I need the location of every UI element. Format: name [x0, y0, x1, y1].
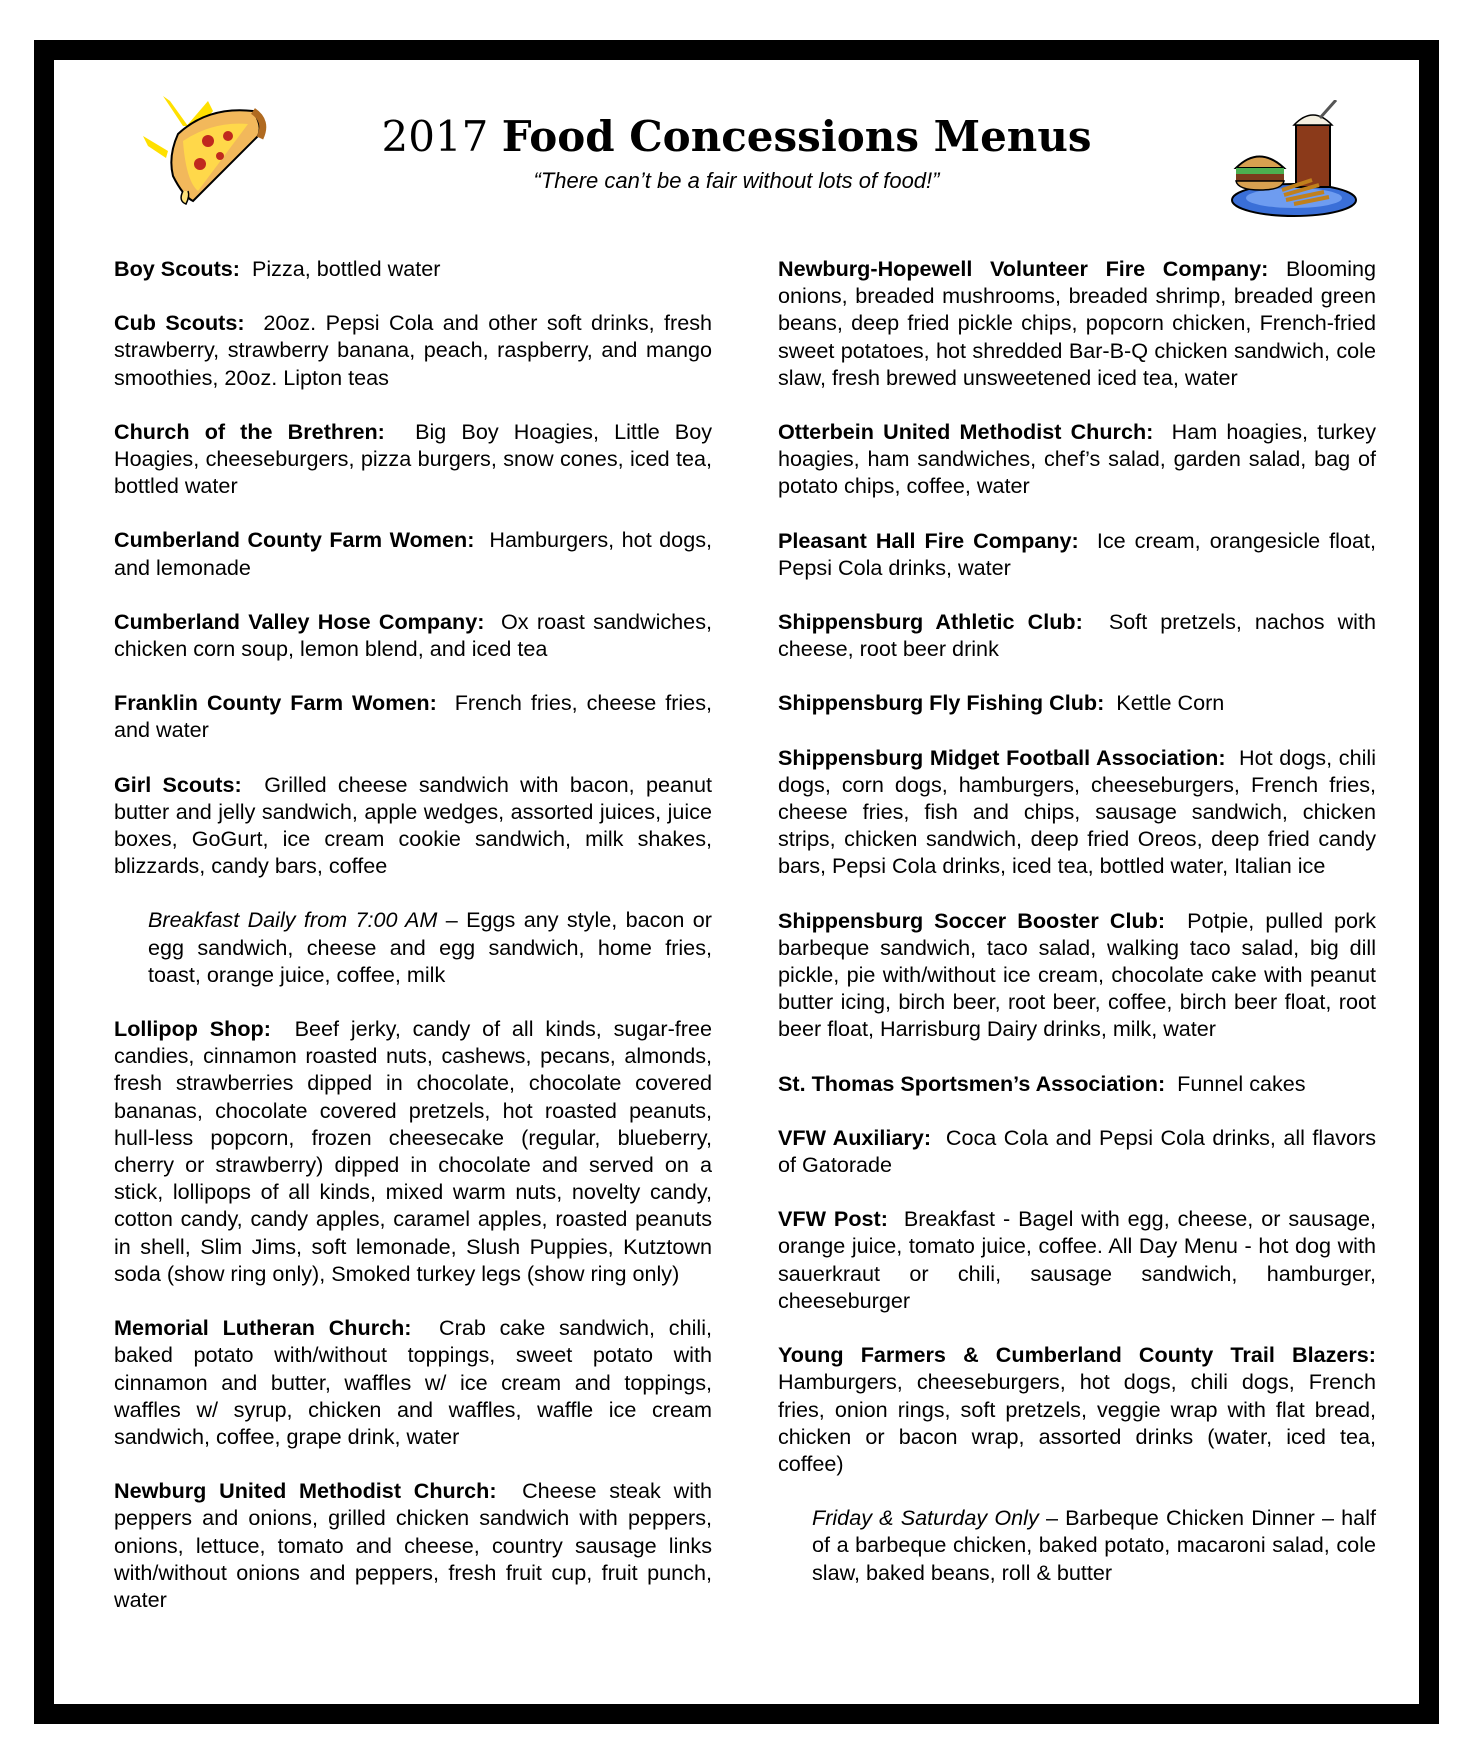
vendor-entry [114, 309, 712, 391]
vendor-entry [114, 255, 712, 282]
vendor-items: Blooming onions, breaded mushrooms, breaded shrimp, breaded green beans, deep fried pickle chips, popcorn chicken, French-fried sweet potatoes, hot shredded Bar-B-Q chicken sandwich, cole slaw, fresh brewed unsweetened iced tea, water [778, 256, 1377, 390]
vendor-items: Hamburgers, hot dogs, and lemonade [114, 527, 713, 580]
vendor-entry [114, 1015, 712, 1287]
page-border [34, 40, 1439, 1724]
vendor-entry [778, 689, 1376, 716]
vendor-name: Girl Scouts: [114, 771, 242, 797]
page-title [54, 112, 1419, 161]
vendor-name: VFW Auxiliary: [778, 1124, 932, 1150]
vendor-name: Boy Scouts: [114, 256, 240, 281]
vendor-items: Potpie, pulled pork barbeque sandwich, taco salad, walking taco salad, big dill pickle, pie with/without ice cream, chocolate cake with peanut butter icing, birch beer, root beer, coffee, birch beer float, root beer float, Harrisburg Dairy drinks, milk, water [778, 907, 1376, 1042]
vendor-items: Kettle Corn [1116, 690, 1225, 716]
vendor-entry [114, 689, 712, 743]
vendor-items: Crab cake sandwich, chili, baked potato with/without toppings, sweet potato with cinnamon and butter, waffles w/ ice cream and toppings, waffles w/ syrup, chicken and waffles, waffle ice cream sandwich, coffee, grape drink, water [114, 1315, 712, 1449]
vendor-entry [114, 771, 712, 880]
vendor-items: Beef jerky, candy of all kinds, sugar-free candies, cinnamon roasted nuts, cashews, pecans, almonds, fresh strawberries dipped in chocolate, chocolate covered bananas, chocolate covered pretzels, hot roasted peanuts, hull-less popcorn, frozen cheesecake (regular, blueberry, cherry or strawberry) dipped in chocolate and served on a stick, lollipops of all kinds, mixed warm nuts, novelty candy, cotton candy, candy apples, caramel apples, roasted peanuts in shell, Slim Jims, soft lemonade, Slush Puppies, Kutztown soda (show ring only), Smoked turkey legs (show ring only) [114, 1016, 712, 1286]
left-column [114, 255, 712, 1640]
vendor-name: Cumberland Valley Hose Company: [114, 608, 485, 634]
vendor-items: Cheese steak with peppers and onions, grilled chicken sandwich with peppers, onions, lettuce, tomato and cheese, country sausage links with/without onions and peppers, fresh fruit cup, fruit punch, water [114, 1478, 713, 1612]
vendor-items: Pizza, bottled water [251, 256, 441, 281]
vendor-name: Cub Scouts: [114, 310, 245, 336]
vendor-note [148, 906, 712, 988]
title-text: Food Concessions Menus [501, 112, 1092, 161]
vendor-items: Funnel cakes [1177, 1070, 1306, 1096]
vendor-entry [778, 1205, 1376, 1314]
vendor-entry [114, 1477, 712, 1613]
vendor-items: Big Boy Hoagies, Little Boy Hoagies, cheeseburgers, pizza burgers, snow cones, iced tea, bottled water [114, 418, 713, 499]
vendor-entry [778, 1341, 1376, 1477]
vendor-items: Breakfast - Bagel with egg, cheese, or sausage, orange juice, tomato juice, coffee. All Day Menu - hot dog with sauerkraut or chili, sausage sandwich, hamburger, cheeseburger [778, 1206, 1377, 1313]
vendor-entry [778, 744, 1376, 880]
vendor-entry [114, 608, 712, 662]
vendor-items: 20oz. Pepsi Cola and other soft drinks, fresh strawberry, strawberry banana, peach, raspberry, and mango smoothies, 20oz. Lipton teas [114, 310, 713, 390]
vendor-name: Newburg-Hopewell Volunteer Fire Company: [778, 256, 1269, 281]
vendor-items: French fries, cheese fries, and water [114, 690, 712, 743]
page-tagline: “There can’t be a fair without lots of food!” [533, 168, 940, 193]
vendor-items: Ham hoagies, turkey hoagies, ham sandwiches, chef’s salad, garden salad, bag of potato chips, coffee, water [778, 419, 1376, 499]
vendor-entry [778, 1070, 1376, 1097]
vendor-entry [114, 418, 712, 500]
vendor-name: Shippensburg Athletic Club: [778, 609, 1083, 635]
vendor-name: Shippensburg Fly Fishing Club: [778, 690, 1105, 716]
note-text: – Eggs any style, bacon or egg sandwich, cheese and egg sandwich, home fries, toast, orange juice, coffee, milk [148, 907, 712, 987]
vendor-name: Franklin County Farm Women: [114, 690, 437, 716]
note-lead: Friday & Saturday Only [812, 1505, 1039, 1531]
vendor-name: Shippensburg Soccer Booster Club: [778, 907, 1166, 933]
right-column [778, 255, 1376, 1613]
note-lead: Breakfast Daily from 7:00 AM [148, 907, 438, 933]
vendor-name: VFW Post: [778, 1206, 888, 1232]
vendor-entry [114, 526, 712, 580]
vendor-items: Coca Cola and Pepsi Cola drinks, all flavors of Gatorade [778, 1124, 1377, 1178]
menu-page [54, 60, 1419, 1704]
vendor-name: Church of the Brethren: [114, 418, 385, 444]
vendor-items: Soft pretzels, nachos with cheese, root beer drink [778, 609, 1376, 662]
vendor-name: Memorial Lutheran Church: [114, 1315, 412, 1341]
vendor-entry [778, 418, 1376, 500]
vendor-name: Lollipop Shop: [114, 1016, 271, 1042]
vendor-items: Ox roast sandwiches, chicken corn soup, lemon blend, and iced tea [114, 608, 712, 662]
vendor-entry [778, 907, 1376, 1043]
vendor-items: Hot dogs, chili dogs, corn dogs, hamburgers, cheeseburgers, French fries, cheese fries, fish and chips, sausage sandwich, chicken strips, chicken sandwich, deep fried Oreos, deep fried candy bars, Pepsi Cola drinks, iced tea, bottled water, Italian ice [778, 744, 1376, 879]
burger-fries-drink-icon [1224, 100, 1364, 220]
vendor-name: Cumberland County Farm Women: [114, 527, 475, 553]
vendor-name: Pleasant Hall Fire Company: [778, 527, 1079, 553]
vendor-entry [778, 527, 1376, 581]
vendor-name: Newburg United Methodist Church: [114, 1478, 497, 1504]
vendor-items: Grilled cheese sandwich with bacon, peanut butter and jelly sandwich, apple wedges, assorted juices, juice boxes, GoGurt, ice cream cookie sandwich, milk shakes, blizzards, candy bars, coffee [114, 771, 712, 879]
vendor-note [812, 1504, 1376, 1586]
vendor-name: Otterbein United Methodist Church: [778, 419, 1154, 445]
vendor-name: St. Thomas Sportsmen’s Association: [778, 1070, 1166, 1096]
note-text: – Barbeque Chicken Dinner – half of a barbeque chicken, baked potato, macaroni salad, cole slaw, baked beans, roll & butter [812, 1505, 1376, 1585]
vendor-entry [778, 1124, 1376, 1178]
vendor-entry [778, 255, 1376, 391]
vendor-entry [778, 608, 1376, 662]
vendor-name: Young Farmers & Cumberland County Trail Blazers: [778, 1342, 1376, 1368]
vendor-items: Hamburgers, cheeseburgers, hot dogs, chili dogs, French fries, onion rings, soft pretzels, veggie wrap with flat bread, chicken or bacon wrap, assorted drinks (water, iced tea, coffee) [778, 1369, 1376, 1476]
title-year: 2017 [381, 112, 489, 161]
vendor-name: Shippensburg Midget Football Association: [778, 744, 1226, 770]
vendor-entry [114, 1314, 712, 1450]
vendor-items: Ice cream, orangesicle float, Pepsi Cola drinks, water [778, 527, 1376, 580]
